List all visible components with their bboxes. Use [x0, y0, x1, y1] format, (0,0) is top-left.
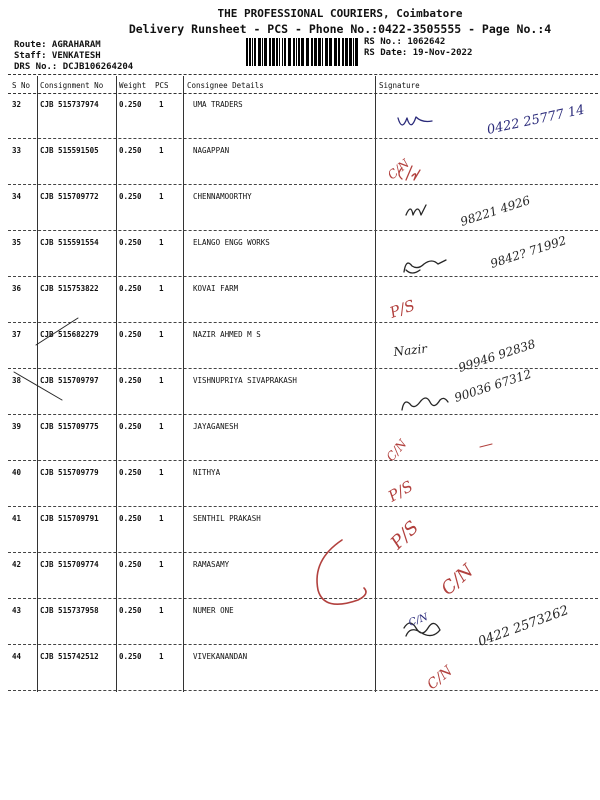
- handwritten-note: P/S: [387, 296, 418, 322]
- row-sno: 42: [12, 560, 22, 569]
- handwritten-note: P/S: [385, 477, 417, 506]
- barcode-bar: [301, 38, 304, 66]
- row-consignment-no: CJB 515753822: [40, 284, 99, 293]
- barcode-bar: [293, 38, 295, 66]
- row-consignment-no: CJB 515742512: [40, 652, 99, 661]
- row-consignment-no: CJB 515709774: [40, 560, 99, 569]
- row-consignee: ELANGO ENGG WORKS: [193, 238, 270, 247]
- table-row: [0, 100, 600, 146]
- barcode-bar: [298, 38, 300, 66]
- table-row: [0, 468, 600, 514]
- row-weight: 0.250: [119, 330, 142, 339]
- row-weight: 0.250: [119, 192, 142, 201]
- barcode-bar: [338, 38, 340, 66]
- row-pcs: 1: [159, 376, 164, 385]
- row-pcs: 1: [159, 468, 164, 477]
- handwritten-note: Nazir: [392, 341, 428, 359]
- row-divider: [8, 230, 598, 231]
- row-consignment-no: CJB 515709772: [40, 192, 99, 201]
- row-pcs: 1: [159, 100, 164, 109]
- table-row: [0, 146, 600, 192]
- column-header-divider: [8, 93, 598, 94]
- barcode-bar: [296, 38, 297, 66]
- row-consignment-no: CJB 515682279: [40, 330, 99, 339]
- rs-number: RS No.: 1062642: [364, 37, 446, 47]
- row-sno: 33: [12, 146, 22, 155]
- row-divider: [8, 276, 598, 277]
- table-row: [0, 514, 600, 560]
- row-weight: 0.250: [119, 238, 142, 247]
- row-pcs: 1: [159, 652, 164, 661]
- barcode-bar: [272, 38, 275, 66]
- row-sno: 37: [12, 330, 22, 339]
- column-header-consignee: Consignee Details: [187, 81, 264, 90]
- table-row: [0, 652, 600, 698]
- row-sno: 36: [12, 284, 22, 293]
- barcode-bar: [318, 38, 321, 66]
- row-consignee: JAYAGANESH: [193, 422, 239, 431]
- row-consignee: NUMER ONE: [193, 606, 234, 615]
- row-sno: 32: [12, 100, 22, 109]
- row-consignment-no: CJB 515737974: [40, 100, 99, 109]
- rs-date: RS Date: 19-Nov-2022: [364, 48, 473, 58]
- row-consignee: SENTHIL PRAKASH: [193, 514, 261, 523]
- table-row: [0, 376, 600, 422]
- table-row: [0, 284, 600, 330]
- row-divider: [8, 690, 598, 691]
- handwritten-note: C/N: [383, 436, 410, 464]
- table-row: [0, 192, 600, 238]
- table-row: [0, 560, 600, 606]
- row-pcs: 1: [159, 514, 164, 523]
- row-consignee: RAMASAMY: [193, 560, 230, 569]
- handwritten-note: 99946 92838: [456, 336, 538, 375]
- row-divider: [8, 552, 598, 553]
- barcode-bar: [345, 38, 348, 66]
- staff-label: Staff: VENKATESH: [14, 51, 101, 61]
- row-pcs: 1: [159, 422, 164, 431]
- barcode-bar: [314, 38, 317, 66]
- row-consignment-no: CJB 515709775: [40, 422, 99, 431]
- barcode-bar: [258, 38, 261, 66]
- route-label: Route: AGRAHARAM: [14, 40, 101, 50]
- barcode-bar: [282, 38, 283, 66]
- column-header-consignment: Consignment No: [40, 81, 104, 90]
- row-divider: [8, 184, 598, 185]
- row-divider: [8, 368, 598, 369]
- barcode-bar: [276, 38, 278, 66]
- row-sno: 35: [12, 238, 22, 247]
- row-sno: 38: [12, 376, 22, 385]
- row-pcs: 1: [159, 330, 164, 339]
- row-divider: [8, 506, 598, 507]
- row-consignment-no: CJB 515709779: [40, 468, 99, 477]
- drs-number: DRS No.: DCJB106264204: [14, 62, 134, 72]
- row-sno: 44: [12, 652, 22, 661]
- row-weight: 0.250: [119, 376, 142, 385]
- row-consignee: KOVAI FARM: [193, 284, 239, 293]
- barcode-bar: [355, 38, 358, 66]
- table-row: [0, 422, 600, 468]
- row-pcs: 1: [159, 606, 164, 615]
- barcode-bar: [349, 38, 352, 66]
- barcode-bar: [254, 38, 256, 66]
- row-consignment-no: CJB 515591505: [40, 146, 99, 155]
- row-divider: [8, 644, 598, 645]
- row-divider: [8, 414, 598, 415]
- handwritten-note: C/N: [384, 156, 413, 183]
- handwritten-note: 90036 67312: [452, 366, 534, 405]
- row-divider: [8, 460, 598, 461]
- row-weight: 0.250: [119, 514, 142, 523]
- row-consignee: CHENNAMOORTHY: [193, 192, 252, 201]
- row-weight: 0.250: [119, 606, 142, 615]
- barcode-bar: [353, 38, 354, 66]
- column-header-sno: S No: [12, 81, 31, 90]
- handwritten-note: C/N: [407, 611, 430, 629]
- column-header-pcs: PCS: [155, 81, 169, 90]
- row-weight: 0.250: [119, 146, 142, 155]
- row-consignee: VIVEKANANDAN: [193, 652, 248, 661]
- barcode-bar: [264, 38, 267, 66]
- barcode-bar: [342, 38, 344, 66]
- row-pcs: 1: [159, 560, 164, 569]
- handwritten-note: P/S: [386, 517, 424, 554]
- row-sno: 41: [12, 514, 22, 523]
- row-pcs: 1: [159, 238, 164, 247]
- handwritten-note: 0422 2573262: [476, 603, 571, 650]
- barcode-bar: [246, 38, 248, 66]
- row-weight: 0.250: [119, 652, 142, 661]
- row-consignee: NAGAPPAN: [193, 146, 230, 155]
- barcode-bar: [279, 38, 280, 66]
- runsheet-subtitle: Delivery Runsheet - PCS - Phone No.:0422-3505555 - Page No.:4: [128, 22, 552, 36]
- row-sno: 43: [12, 606, 22, 615]
- table-row: [0, 606, 600, 652]
- row-sno: 34: [12, 192, 22, 201]
- row-weight: 0.250: [119, 422, 142, 431]
- row-weight: 0.250: [119, 284, 142, 293]
- row-consignment-no: CJB 515737958: [40, 606, 99, 615]
- barcode-bar: [249, 38, 251, 66]
- row-weight: 0.250: [119, 560, 142, 569]
- handwritten-note: 9842? 71992: [488, 233, 569, 271]
- barcode-bar: [329, 38, 332, 66]
- barcode-bar: [322, 38, 323, 66]
- row-pcs: 1: [159, 284, 164, 293]
- row-pcs: 1: [159, 146, 164, 155]
- row-divider: [8, 598, 598, 599]
- row-consignment-no: CJB 515709791: [40, 514, 99, 523]
- column-header-signature: Signature: [379, 81, 420, 90]
- row-consignment-no: CJB 515591554: [40, 238, 99, 247]
- row-weight: 0.250: [119, 468, 142, 477]
- handwritten-note: 98221 4926: [458, 193, 532, 229]
- row-consignment-no: CJB 515709797: [40, 376, 99, 385]
- row-divider: [8, 138, 598, 139]
- page-title: THE PROFESSIONAL COURIERS, Coimbatore: [217, 7, 463, 20]
- header-divider: [8, 74, 598, 75]
- row-sno: 40: [12, 468, 22, 477]
- row-weight: 0.250: [119, 100, 142, 109]
- barcode-bar: [334, 38, 337, 66]
- barcode-bar: [288, 38, 291, 66]
- row-consignee: UMA TRADERS: [193, 100, 243, 109]
- handwritten-note: C/N: [437, 560, 478, 600]
- barcode-bar: [311, 38, 313, 66]
- barcode: [246, 38, 358, 66]
- column-header-weight: Weight: [119, 81, 147, 90]
- barcode-bar: [269, 38, 271, 66]
- row-consignee: NAZIR AHMED M S: [193, 330, 261, 339]
- table-row: [0, 238, 600, 284]
- row-consignee: NITHYA: [193, 468, 221, 477]
- barcode-bar: [252, 38, 253, 66]
- barcode-bar: [284, 38, 286, 66]
- barcode-bar: [306, 38, 309, 66]
- barcode-bar: [262, 38, 263, 66]
- handwritten-note: 0422 25777 14: [485, 102, 586, 138]
- handwritten-note: C/N: [424, 663, 456, 694]
- barcode-bar: [325, 38, 328, 66]
- row-sno: 39: [12, 422, 22, 431]
- table-row: [0, 330, 600, 376]
- row-divider: [8, 322, 598, 323]
- row-consignee: VISHNUPRIYA SIVAPRAKASH: [193, 376, 297, 385]
- row-pcs: 1: [159, 192, 164, 201]
